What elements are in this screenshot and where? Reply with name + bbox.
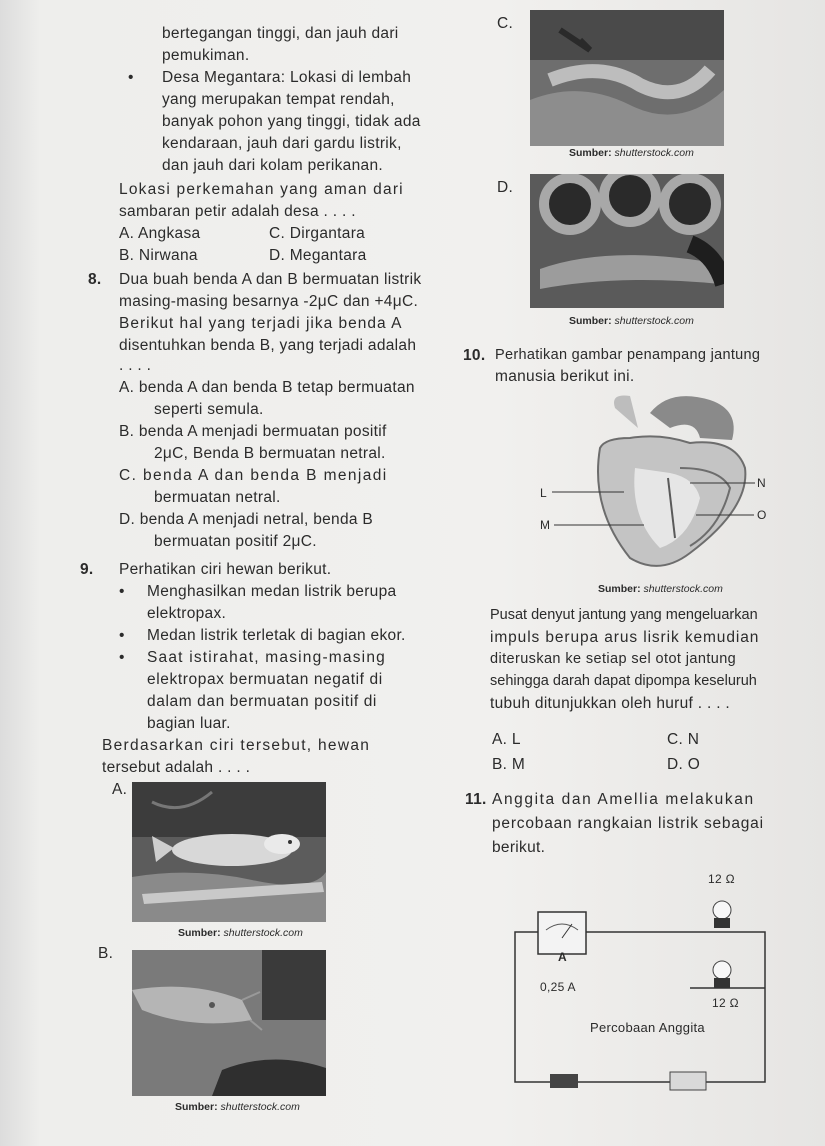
q8-line: masing-masing besarnya -2μC dan +4μC. [119, 293, 419, 310]
eel-photo [530, 10, 724, 146]
q9-bullet-cont: elektropax. [147, 605, 227, 622]
q11-number: 11. [465, 791, 487, 808]
q8-line: Dua buah benda A dan B bermuatan listrik [119, 271, 422, 288]
q8-option-a: A. benda A dan benda B tetap bermuatan [119, 379, 415, 396]
q9-question: tersebut adalah . . . . [102, 759, 251, 776]
resistor-label-2: 12 Ω [712, 996, 739, 1010]
option-a: A. Angkasa [119, 225, 201, 242]
q9-bullet-cont: elektropax bermuatan negatif di [147, 671, 383, 688]
q10-line: manusia berikut ini. [495, 368, 635, 385]
q8-line: Berikut hal yang terjadi jika benda A [119, 315, 403, 332]
q10-option-d: D. O [667, 756, 701, 773]
bullet-line: dan jauh dari kolam perikanan. [162, 157, 383, 174]
bullet-dot: • [128, 69, 134, 86]
leader-line [554, 524, 644, 526]
q8-option-c: C. benda A dan benda B menjadi [119, 467, 388, 484]
bullet-dot: • [119, 627, 125, 644]
q8-option-b: B. benda A menjadi bermuatan positif [119, 423, 387, 440]
caption: Sumber: shutterstock.com [598, 583, 723, 595]
q10-text: sehingga darah dapat dipompa keseluruh [490, 673, 757, 689]
electric-fish-photo [132, 782, 326, 922]
caption: Sumber: shutterstock.com [178, 927, 303, 939]
option-b-label: B. [98, 945, 114, 962]
q10-line: Perhatikan gambar penampang jantung [495, 347, 761, 363]
q9-intro: Perhatikan ciri hewan berikut. [119, 561, 332, 578]
leader-line [690, 482, 755, 484]
resistor-label-1: 12 Ω [708, 872, 735, 886]
q10-text: tubuh ditunjukkan oleh huruf . . . . [490, 695, 731, 712]
q9-question: Berdasarkan ciri tersebut, hewan [102, 737, 371, 754]
question-line: Lokasi perkemahan yang aman dari [119, 181, 404, 198]
current-reading: 0,25 A [540, 980, 576, 994]
heart-diagram [520, 388, 820, 578]
q11-line: berikut. [492, 839, 546, 856]
q9-bullet-cont: dalam dan bermuatan positif di [147, 693, 377, 710]
circuit-title: Percobaan Anggita [590, 1020, 705, 1035]
q10-option-b: B. M [492, 756, 526, 773]
q10-number: 10. [463, 347, 486, 364]
q11-line: Anggita dan Amellia melakukan [492, 791, 755, 808]
heart-label-o: O [757, 508, 767, 522]
q9-bullet-cont: bagian luar. [147, 715, 231, 732]
caption: Sumber: shutterstock.com [569, 147, 694, 159]
q8-option-d-cont: bermuatan positif 2μC. [154, 533, 317, 550]
leader-line [552, 491, 624, 493]
leader-line [696, 514, 754, 516]
heart-label-m: M [540, 518, 551, 532]
q9-bullet: Menghasilkan medan listrik berupa [147, 583, 397, 600]
q9-number: 9. [80, 561, 94, 578]
option-d: D. Megantara [269, 247, 367, 264]
q10-option-a: A. L [492, 731, 521, 748]
q11-line: percobaan rangkaian listrik sebagai [492, 815, 764, 832]
intro-line: pemukiman. [162, 47, 250, 64]
q8-option-c-cont: bermuatan netral. [154, 489, 281, 506]
bullet-line: yang merupakan tempat rendah, [162, 91, 395, 108]
option-b: B. Nirwana [119, 247, 198, 264]
q9-bullet: Saat istirahat, masing-masing [147, 649, 386, 666]
ammeter-label: A [558, 950, 567, 964]
electric-ray-photo [132, 950, 326, 1096]
caption: Sumber: shutterstock.com [175, 1101, 300, 1113]
option-c: C. Dirgantara [269, 225, 366, 242]
q10-text: Pusat denyut jantung yang mengeluarkan [490, 607, 758, 623]
bullet-dot: • [119, 583, 125, 600]
catfish-photo [530, 174, 724, 308]
heart-label-l: L [540, 486, 547, 500]
option-d-label: D. [497, 179, 514, 196]
q8-number: 8. [88, 271, 102, 288]
q8-option-b-cont: 2μC, Benda B bermuatan netral. [154, 445, 386, 462]
bullet-line: kendaraan, jauh dari gardu listrik, [162, 135, 402, 152]
q8-line: disentuhkan benda B, yang terjadi adalah [119, 337, 417, 354]
q8-line: . . . . [119, 357, 152, 374]
question-line: sambaran petir adalah desa . . . . [119, 203, 356, 220]
q10-option-c: C. N [667, 731, 700, 748]
q8-option-a-cont: seperti semula. [154, 401, 264, 418]
intro-line: bertegangan tinggi, dan jauh dari [162, 25, 399, 42]
q10-text: diteruskan ke setiap sel otot jantung [490, 651, 737, 667]
heart-label-n: N [757, 476, 766, 490]
option-c-label: C. [497, 15, 514, 32]
bullet-line: Desa Megantara: Lokasi di lembah [162, 69, 412, 86]
q10-text: impuls berupa arus lisrik kemudian [490, 629, 760, 646]
bullet-dot: • [119, 649, 125, 666]
bullet-line: banyak pohon yang tinggi, tidak ada [162, 113, 421, 130]
option-a-label: A. [112, 781, 128, 798]
caption: Sumber: shutterstock.com [569, 315, 694, 327]
q8-option-d: D. benda A menjadi netral, benda B [119, 511, 374, 528]
q9-bullet: Medan listrik terletak di bagian ekor. [147, 627, 406, 644]
